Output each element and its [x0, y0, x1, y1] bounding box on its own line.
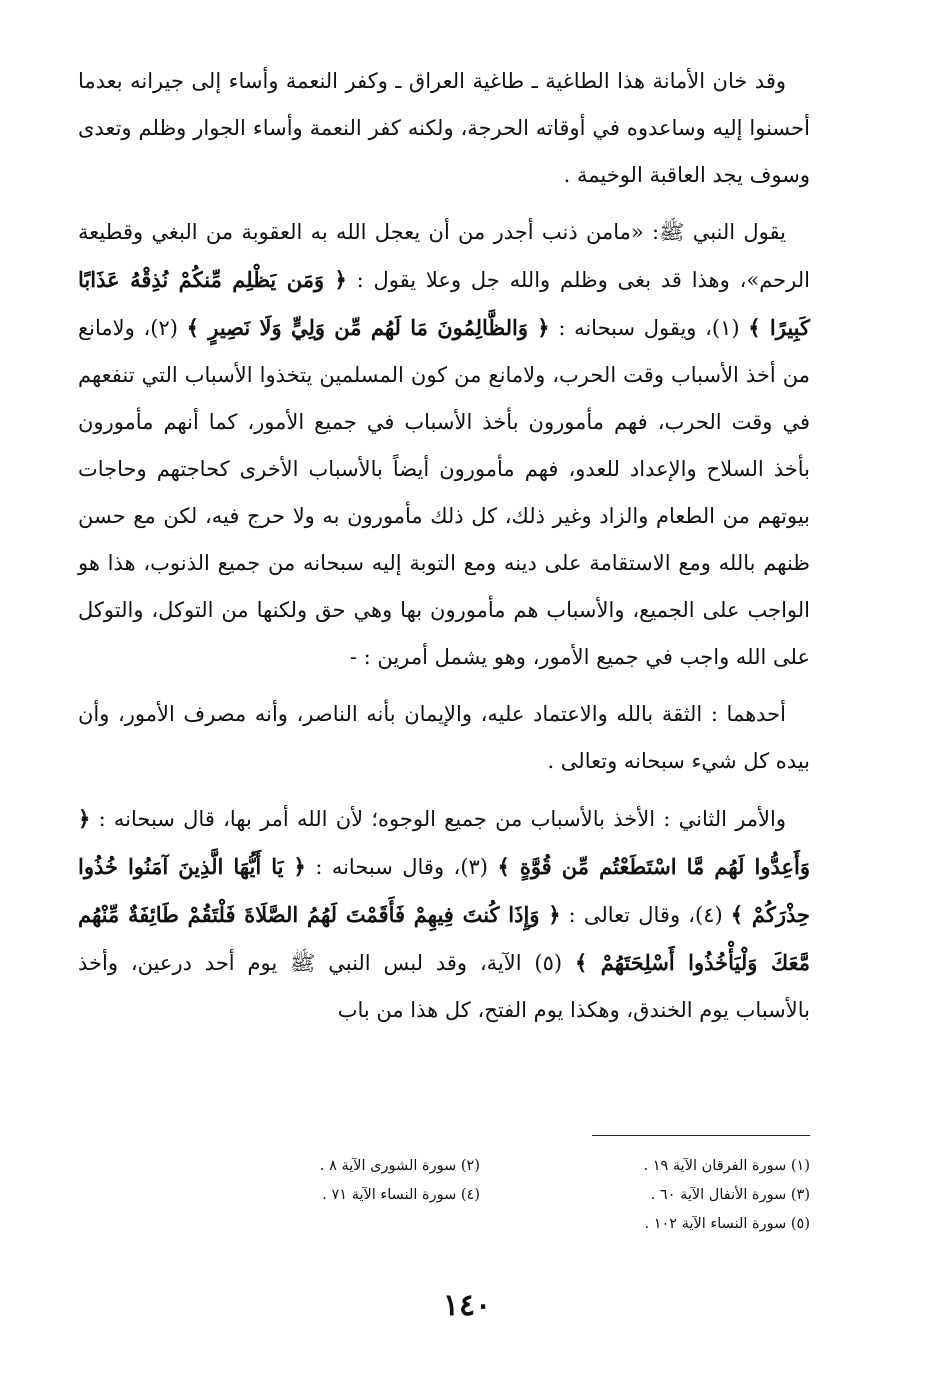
paragraph-2-text-b: (١)، ويقول سبحانه : — [558, 316, 740, 340]
paragraph-4-text-a: والأمر الثاني : الأخذ بالأسباب من جميع الوجوه؛ لأن الله أمر بها، قال سبحانه : — [98, 807, 786, 831]
paragraph-4-text-c: (٤)، وقال تعالى : — [568, 903, 723, 927]
footnotes — [150, 1152, 810, 1239]
paragraph-4-text-b: (٣)، وقال سبحانه : — [315, 855, 488, 879]
paragraph-4-text-d: (٥) الآية، وقد لبس النبي ﷺ يوم أحد درعين، وأخذ بالأسباب يوم الخندق، وهكذا يوم الفتح، كل هذا من باب — [78, 951, 810, 1022]
paragraph-1-text: وقد خان الأمانة هذا الطاغية ـ طاغية العراق ـ وكفر النعمة وأساء إلى جيرانه بعدما أحسنوا إليه وساعدوه في أوقاته الحرجة، ولكنه كفر النعمة وأساء الجوار وظلم وتعدى وسوف يجد العاقبة الوخيمة . — [78, 69, 810, 187]
paragraph-4 — [78, 795, 810, 1034]
footnote-1: (١) سورة الفرقان الآية ١٩ . — [643, 1158, 810, 1174]
quran-verse-2: ﴿ وَالظَّالِمُونَ مَا لَهُم مِّن وَلِيٍّ وَلَا نَصِيرٍ ﴾ — [186, 315, 550, 340]
page-body — [78, 58, 810, 1044]
quran-verse-5: ﴿ وَإِذَا كُنتَ فِيهِمْ فَأَقَمْتَ لَهُمُ الصَّلَاةَ فَلْتَقُمْ طَائِفَةٌ مِّنْهُم مَّعَكَ وَلْيَأْخُذُوا أَسْلِحَتَهُمْ ﴾ — [78, 902, 810, 975]
footnote-divider — [592, 1135, 810, 1136]
footnote-row — [150, 1181, 810, 1210]
page-number: ١٤٠ — [442, 1288, 492, 1323]
footnote-3: (٣) سورة الأنفال الآية ٦٠ . — [650, 1187, 810, 1203]
quran-verse-3: ﴿ وَأَعِدُّوا لَهُم مَّا اسْتَطَعْتُم مِّن قُوَّةٍ ﴾ — [78, 806, 810, 879]
footnote-row — [150, 1152, 810, 1181]
paragraph-3-text: أحدهما : الثقة بالله والاعتماد عليه، والإيمان بأنه الناصر، وأنه مصرف الأمور، وأن بيده كل شيء سبحانه وتعالى . — [78, 702, 810, 773]
paragraph-1 — [78, 58, 810, 199]
paragraph-2 — [78, 209, 810, 681]
footnote-4: (٤) سورة النساء الآية ٧١ . — [322, 1187, 480, 1203]
paragraph-2-text-c: (٢)، ولامانع من أخذ الأسباب وقت الحرب، ولامانع من كون المسلمين يتخذوا الأسباب التي تنفعهم في وقت الحرب، فهم مأمورون بأخذ الأسباب في جميع الأمور، كما أنهم مأمورون بأخذ السلاح والإعداد للعدو، فهم مأمورون أيضاً بالأسباب الأخرى كحاجتهم وحاجات بيوتهم من الطعام والزاد وغير ذلك، كل ذلك مأمورون به ولا حرج فيه، لكن مع حسن ظنهم بالله ومع الاستقامة على دينه ومع التوبة إليه سبحانه من جميع الذنوب، هذا هو الواجب على الجميع، والأسباب هم مأمورون بها وهي حق ولكنها من التوكل، والتوكل على الله واجب في جميع الأمور، وهو يشمل أمرين : - — [78, 316, 810, 669]
quran-verse-4: ﴿ يَا أَيُّهَا الَّذِينَ آمَنُوا خُذُوا حِذْرَكُمْ ﴾ — [78, 854, 810, 927]
quran-verse-1: ﴿ وَمَن يَظْلِم مِّنكُمْ نُذِقْهُ عَذَابًا كَبِيرًا ﴾ — [78, 267, 810, 340]
paragraph-2-text-a: يقول النبي ﷺ: «مامن ذنب أجدر من أن يعجل الله به العقوبة من البغي وقطيعة الرحم»، وهذا قد بغى وظلم والله جل وعلا يقول : — [78, 220, 810, 292]
footnote-2: (٢) سورة الشورى الآية ٨ . — [319, 1158, 480, 1174]
footnote-row — [150, 1210, 810, 1239]
paragraph-3 — [78, 691, 810, 785]
footnote-5: (٥) سورة النساء الآية ١٠٢ . — [644, 1216, 810, 1232]
